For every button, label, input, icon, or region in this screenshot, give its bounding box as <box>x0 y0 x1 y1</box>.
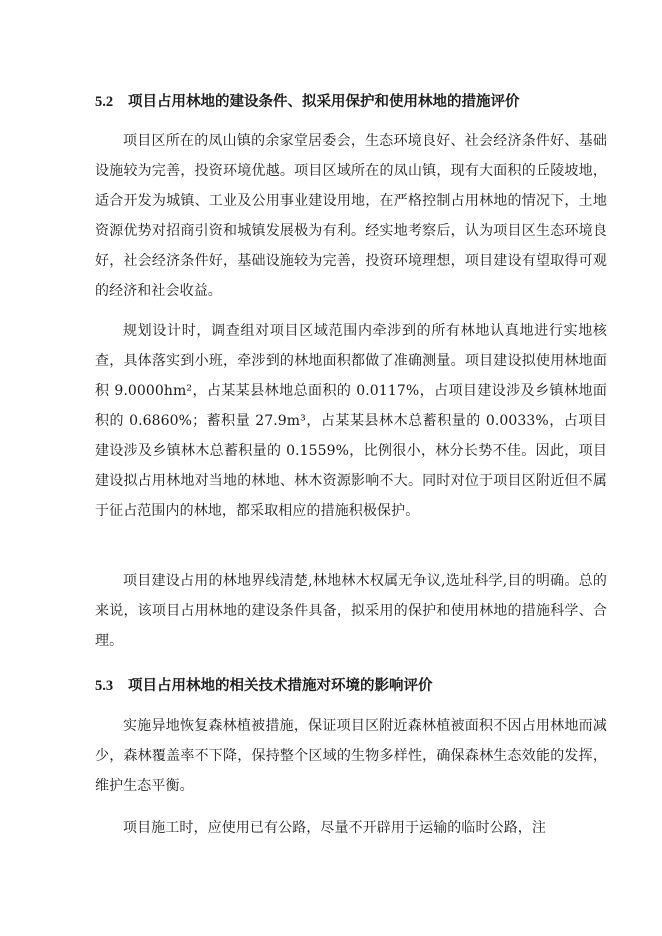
paragraph-2: 规划设计时，调查组对项目区域范围内牵涉到的所有林地认真地进行实地核查，具体落实到小班，牵涉到的林地面积都做了准确测量。项目建设拟使用林地面积 9.0000hm²，占某某县林地总面积的 0.0117%，占项目建设涉及乡镇林地面积的 0.6860%；蓄积量 27.9m³，占某某县林木总蓄积量的 0.0033%，占项目建设涉及乡镇林木总蓄积量的 0.1559%，比例很小，林分长势不佳。因此，项目建设拟占用林地对当地的林地、林木资源影响不大。同时对位于项目区附近但不属于征占范围内的林地，都采取相应的措施积极保护。 <box>95 323 607 519</box>
section-heading-5-3 <box>95 676 433 696</box>
section-number: 5.3 <box>95 678 114 694</box>
paragraph-3: 项目建设占用的林地界线清楚,林地林木权属无争议,选址科学,目的明确。总的来说，该项目占用林地的建设条件具备，拟采用的保护和使用林地的措施科学、合理。 <box>95 573 607 649</box>
section-title: 项目占用林地的建设条件、拟采用保护和使用林地的措施评价 <box>128 94 520 110</box>
section-heading-5-2 <box>95 92 520 112</box>
paragraph-1: 项目区所在的凤山镇的余家堂居委会，生态环境良好、社会经济条件好、基础设施较为完善，投资环境优越。项目区域所在的凤山镇，现有大面积的丘陵坡地，适合开发为城镇、工业及公用事业建设用地，在严格控制占用林地的情况下，土地资源优势对招商引资和城镇发展极为有利。经实地考察后，认为项目区生态环境良好，社会经济条件好，基础设施较为完善，投资环境理想，项目建设有望取得可观的经济和社会收益。 <box>95 133 607 299</box>
section-number: 5.2 <box>95 94 114 110</box>
paragraph-5: 项目施工时，应使用已有公路，尽量不开辟用于运输的临时公路，注 <box>123 820 546 836</box>
paragraph-4: 实施异地恢复森林植被措施，保证项目区附近森林植被面积不因占用林地而减少，森林覆盖率不下降，保持整个区域的生物多样性，确保森林生态效能的发挥，维护生态平衡。 <box>95 718 607 794</box>
section-title: 项目占用林地的相关技术措施对环境的影响评价 <box>128 678 433 694</box>
